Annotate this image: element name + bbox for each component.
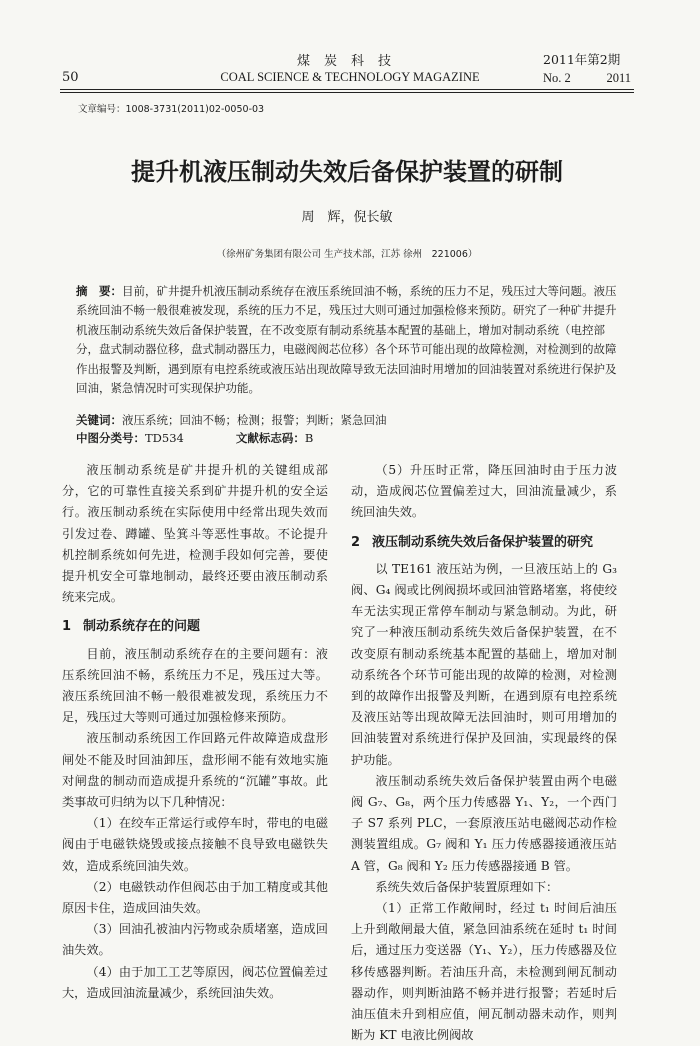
paragraph: 液压制动系统是矿井提升机的关键组成部分，它的可靠性直接关系到矿井提升机的安全运行。液压制动系统在实际使用中经常出现失效而引发过卷、蹲罐、坠箕斗等恶性事故。不论提升机控制系统如何先进，检测手段如何完善，要使提升机安全可靠地制动，最终还要由液压制动系统来完成。 [62, 463, 328, 605]
right-column [351, 460, 617, 1046]
list-item: （2）电磁铁动作但阀芯由于加工精度或其他原因卡住，造成回油失效。 [62, 879, 328, 916]
issue-number: No. 2 [543, 71, 571, 85]
paragraph: 目前，液压制动系统存在的主要问题有：液压系统回油不畅，系统压力不足，残压过大等。液压系统回油不畅一般很难被发现，系统压力不足，残压过大等则可通过加强检修来预防。 [62, 646, 328, 725]
authors: 周 辉，倪长敏 [301, 210, 393, 225]
keywords-label: 关键词： [76, 413, 122, 427]
doc-code-value: B [304, 431, 314, 445]
abstract-text: 目前，矿井提升机液压制动系统存在液压系统回油不畅，系统的压力不足，残压过大等问题。液压系统回油不畅一般很难被发现，系统的压力不足，残压过大则可通过加强检修来预防。研究了一种矿井提升机液压制动系统失效后备保护装置，在不改变原有制动系统基本配置的基础上，增加对制动系统（电控部分，盘式制动器位移，盘式制动器压力，电磁阀阀芯位移）各个环节可能出现的故障检测，对检测到的故障作出报警及判断，遇到原有电控系统或液压站出现故障导致无法回油时用增加的回油装置对系统进行保护及回油，紧急情况时可实现保护功能。 [76, 284, 617, 396]
abstract-label: 摘 要： [76, 284, 122, 298]
section-number: 1 [62, 619, 72, 635]
keywords-text: 液压系统；回油不畅；检测；报警；判断；紧急回油 [122, 413, 387, 427]
header-rule-thick [60, 89, 634, 90]
section-title: 制动系统存在的问题 [83, 619, 201, 635]
keywords [76, 412, 624, 428]
page-number: 50 [62, 70, 79, 85]
classification [76, 430, 624, 446]
paragraph: 系统失效后备保护装置原理如下： [375, 879, 559, 894]
section-title: 液压制动系统失效后备保护装置的研究 [372, 534, 594, 550]
list-item: （4）由于加工工艺等原因，阀芯位置偏差过大，造成回油流量减少，系统回油失效。 [62, 964, 328, 1000]
section-number: 2 [351, 534, 361, 550]
journal-title-cn: 煤炭科技 [296, 54, 405, 69]
paper-title: 提升机液压制动失效后备保护装置的研制 [131, 158, 563, 186]
list-item: （1）正常工作敞闸时，经过 t₁ 时间后油压上升到敞闸最大值，紧急回油系统在延时 t₁ 时间后，通过压力变送器（Y₁、Y₂），压力传感器及位移传感器判断。若油压升高，未检测到闸瓦制动器动作，则判断油路不畅并进行报警；若延时后油压值未升到相应值，闸瓦制动器未动作，则判断为 KT 电液比例阀故 [351, 901, 617, 1043]
paragraph: 液压制动系统失效后备保护装置由两个电磁阀 G₇、G₈，两个压力传感器 Y₁、Y₂，一个西门子 S7 系列 PLC，一套原液压站电磁阀芯动作检测装置组成。G₇ 阀和 Y₁ 压力传感器接通液压站 A 管，G₈ 阀和 Y₂ 压力传感器接通 B 管。 [351, 773, 617, 873]
paragraph: 液压制动系统因工作回路元件故障造成盘形闸处不能及时回油卸压，盘形闸不能有效地实施对闸盘的制动而造成提升系统的“沉罐”事故。此类事故可归纳为以下几种情况： [62, 731, 328, 810]
doc-code-label: 文献标志码： [235, 431, 305, 445]
issue-info [543, 71, 631, 86]
section-heading-2 [351, 532, 617, 553]
journal-title-en: COAL SCIENCE & TECHNOLOGY MAGAZINE [220, 70, 480, 84]
clc-value: TD534 [145, 431, 184, 445]
clc-label: 中图分类号： [76, 431, 145, 445]
issue-year: 2011 [606, 71, 631, 85]
list-item: （3）回油孔被油内污物或杂质堵塞，造成回油失效。 [62, 922, 328, 958]
list-item: （1）在绞车正常运行或停车时，带电的电磁阀由于电磁铁烧毁或接点接触不良导致电磁铁失效，造成系统回油失效。 [62, 816, 328, 873]
article-number: 文章编号：1008-3731(2011)02-0050-03 [78, 104, 265, 115]
paragraph: 以 TE161 液压站为例，一旦液压站上的 G₃ 阀、G₄ 阀或比例阀损坏或回油管路堵塞，将使绞车无法实现正常停车制动与紧急制动。为此，研究了一种液压制动系统失效后备保护装置，在不改变原有制动系统基本配置的基础上，增加对制动系统各个环节可能出现的故障的检测，对检测到的故障作出报警及判断，在遇到原有电控系统及液压站等出现故障无法回油时，则可用增加的回油装置对系统进行保护及回油，实现最终的保护功能。 [351, 561, 617, 767]
section-heading-1 [62, 616, 328, 637]
year-issue-cn: 2011年第2期 [543, 52, 621, 67]
list-item: （5）升压时正常，降压回油时由于压力波动，造成阀芯位置偏差过大，回油流量减少，系统回油失效。 [351, 463, 617, 520]
left-column [62, 460, 328, 1004]
abstract [76, 282, 624, 398]
affiliation: （徐州矿务集团有限公司 生产技术部，江苏 徐州 221006） [216, 249, 478, 260]
header-rule-thin [60, 92, 634, 93]
